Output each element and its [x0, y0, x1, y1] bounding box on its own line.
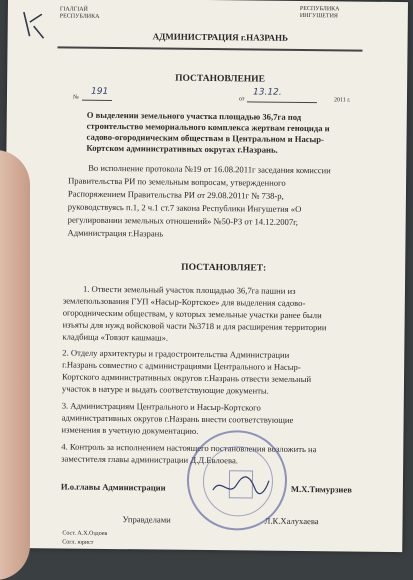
- header-right-1: РЕСПУБЛИКА: [299, 5, 340, 13]
- preamble-line: регулировании земельных отношений» №50-РЗ от 14.12.2007г,: [67, 214, 298, 227]
- preamble-line: Во исполнение протокола №19 от 16.08.2011г заседания комиссии: [88, 162, 331, 176]
- manager-role: Управделами: [122, 514, 171, 525]
- date-prefix: от: [238, 96, 245, 103]
- item-2-line: 2. Отделу архитектуры и градостроительства Администрации: [62, 347, 290, 360]
- approver: Согл. юрист: [62, 539, 94, 546]
- item-1-line: изъяты для нужд войсковой части №3718 и для расширения территории: [62, 319, 327, 333]
- preamble-line: Администрация г.Назрань: [67, 227, 164, 239]
- hand-thumb: [0, 150, 30, 580]
- header-left-2: РЕСПУБЛИКА: [59, 13, 100, 20]
- date-line: [247, 101, 317, 103]
- item-2-line: г.Назрань совместно с администрациями Центрального и Насыр-: [62, 359, 301, 372]
- number-value: 191: [90, 86, 109, 97]
- document-page: [2, 0, 408, 552]
- header-right-2: ИНГУШЕТИЯ: [299, 12, 338, 20]
- official-seal: [186, 430, 287, 531]
- subject-line: О выделении земельного участка площадью 36,7га под: [86, 109, 302, 122]
- preamble-line: Распоряжением Правительства РИ от 29.08.2011г № 738-р,: [67, 188, 284, 201]
- preamble-line: руководствуясь п.1, 2 ч.1 ст.7 закона Республики Ингушетия «О: [67, 201, 302, 214]
- signer-name: М.Х.Тимурзиев: [290, 483, 352, 495]
- item-4-line: заместителя главы администрации Д.Д.Евлоева.: [61, 453, 238, 466]
- number-line: [82, 100, 112, 101]
- header-rule: [57, 46, 362, 51]
- decree-heading: ПОСТАНОВЛЯЕТ:: [181, 262, 267, 274]
- compiler: Сост. А.Х.Оздоев: [62, 530, 108, 537]
- number-label: №: [72, 94, 79, 101]
- document-title: ПОСТАНОВЛЕНИЕ: [175, 73, 265, 85]
- item-1-line: огородническим обществам, у которых земельные участки ранее были: [62, 307, 322, 321]
- item-1-line: 1. Отвести земельный участок площадью 36,7га пашни из: [82, 283, 296, 296]
- header-left-1: ГІАЛГІАЙ: [59, 6, 88, 13]
- subject-line: строительство мемориального комплекса жертвам геноцида и: [86, 120, 330, 134]
- year-suffix: 2011 г.: [333, 97, 351, 104]
- administration-title: АДМИНИСТРАЦИЯ г.НАЗРАНЬ: [152, 31, 289, 43]
- handwritten-mark: [20, 8, 48, 40]
- preamble-line: Правительства РИ по земельным вопросам, утвержденного: [68, 175, 286, 188]
- item-1-line: кладбища «Товзот кашмаш».: [62, 331, 169, 343]
- date-value: 13.12.: [252, 87, 282, 98]
- item-4-line: 4. Контроль за исполнением настоящего постановления возложить на: [61, 441, 317, 455]
- item-3-line: изменения в учетную документацию.: [61, 424, 199, 436]
- subject-line: Кортском административных округах г.Назрань.: [86, 142, 278, 155]
- signer-role: И.о.главы Администрации: [60, 481, 166, 493]
- manager-name: Л.К.Халухаева: [264, 515, 319, 527]
- item-3-line: 3. Администрациям Центрального и Насыр-Кортского: [61, 400, 261, 413]
- item-1-line: землепользования ГУП «Насыр-Кортское» для выделения садово-: [62, 295, 306, 309]
- subject-line: садово-огородническим обществам в Центральном и Насыр-: [86, 131, 325, 145]
- item-2-line: Кортского административных округов г.Назрань отвести земельный: [61, 371, 312, 385]
- item-3-line: административных округов г.Назрань внести соответствующие: [61, 412, 294, 425]
- item-2-line: участок в натуре и выдать соответствующие документы.: [61, 383, 269, 396]
